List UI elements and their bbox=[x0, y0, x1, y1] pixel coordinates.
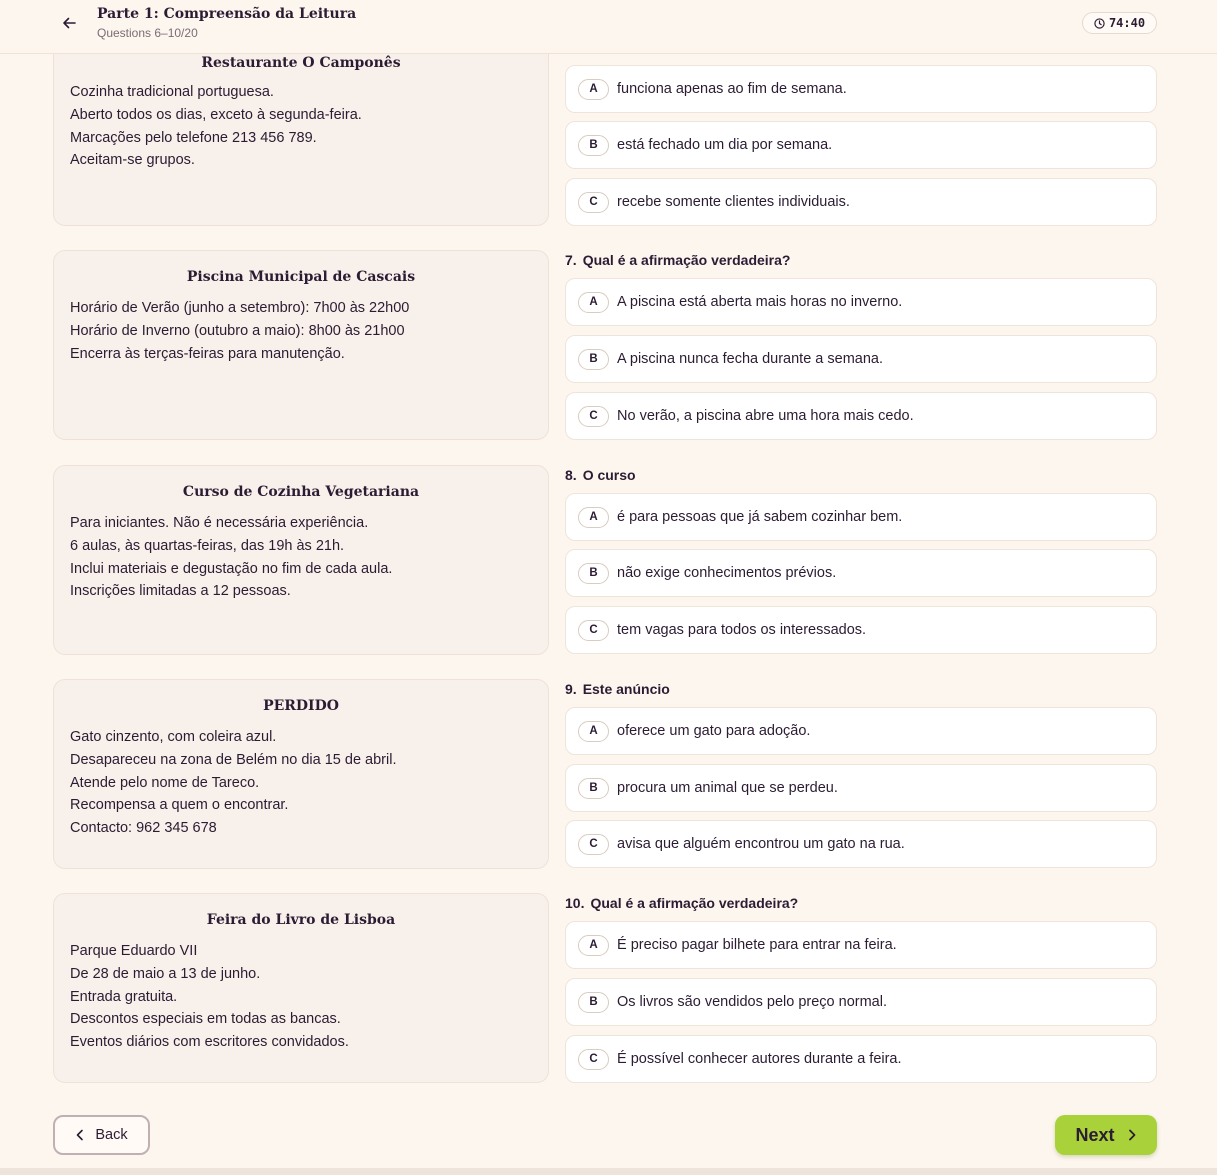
passage-line: Cozinha tradicional portuguesa. bbox=[70, 84, 274, 100]
question-heading-7 bbox=[565, 252, 790, 268]
question-text: Este anúncio bbox=[582, 681, 670, 697]
option-text: recebe somente clientes individuais. bbox=[617, 194, 850, 210]
question-heading-9 bbox=[565, 681, 670, 697]
option-letter: B bbox=[578, 135, 609, 156]
passage-title: Restaurante O Camponês bbox=[201, 55, 401, 71]
question-range: Questions 6–10/20 bbox=[97, 26, 198, 40]
passage-card-course bbox=[53, 465, 549, 655]
option-text: é para pessoas que já sabem cozinhar bem. bbox=[617, 509, 903, 525]
chevron-right-icon bbox=[1127, 1129, 1137, 1141]
bottom-edge bbox=[0, 1168, 1217, 1175]
option-letter: A bbox=[578, 721, 609, 742]
passage-line: Horário de Verão (junho a setembro): 7h00 às 22h00 bbox=[70, 300, 410, 316]
question-number: 10. bbox=[565, 895, 585, 911]
option-q10-c[interactable] bbox=[565, 1035, 1157, 1083]
passage-line: Descontos especiais em todas as bancas. bbox=[70, 1011, 341, 1028]
back-button[interactable] bbox=[53, 1115, 150, 1155]
question-number: 7. bbox=[565, 252, 577, 268]
chevron-left-icon bbox=[75, 1129, 85, 1141]
option-q10-b[interactable] bbox=[565, 978, 1157, 1026]
option-letter: B bbox=[578, 563, 609, 584]
passage-line: Inclui materiais e degustação no fim de cada aula. bbox=[70, 560, 393, 577]
passage-line: Desapareceu na zona de Belém no dia 15 de abril. bbox=[70, 751, 397, 768]
option-text: A piscina nunca fecha durante a semana. bbox=[617, 351, 884, 367]
question-heading-8 bbox=[565, 467, 636, 483]
passage-line: Entrada gratuita. bbox=[70, 988, 178, 1005]
option-letter: A bbox=[578, 507, 609, 528]
clock-icon bbox=[1094, 18, 1105, 29]
option-letter: A bbox=[578, 935, 609, 956]
option-text: funciona apenas ao fim de semana. bbox=[617, 81, 847, 97]
option-q7-b[interactable] bbox=[565, 335, 1157, 383]
passage-line: De 28 de maio a 13 de junho. bbox=[70, 965, 261, 982]
option-letter: C bbox=[578, 834, 609, 855]
next-button-label: Next bbox=[1075, 1124, 1115, 1145]
option-text: oferece um gato para adoção. bbox=[617, 723, 811, 739]
passage-line: Inscrições limitadas a 12 pessoas. bbox=[70, 583, 291, 600]
passage-card-restaurant bbox=[53, 40, 549, 226]
arrow-left-icon[interactable] bbox=[58, 12, 80, 34]
top-bar bbox=[0, 0, 1217, 54]
option-q9-b[interactable] bbox=[565, 764, 1157, 812]
passage-line: Aberto todos os dias, exceto à segunda-feira. bbox=[70, 106, 362, 123]
option-text: tem vagas para todos os interessados. bbox=[617, 622, 867, 638]
passage-line: Contacto: 962 345 678 bbox=[70, 820, 217, 837]
passage-line: Aceitam-se grupos. bbox=[70, 152, 195, 169]
option-letter: A bbox=[578, 292, 609, 313]
option-q7-a[interactable] bbox=[565, 278, 1157, 326]
option-q7-c[interactable] bbox=[565, 392, 1157, 440]
passage-line: Marcações pelo telefone 213 456 789. bbox=[70, 129, 317, 146]
passage-line: Parque Eduardo VII bbox=[70, 943, 198, 959]
option-letter: A bbox=[578, 79, 609, 100]
question-text: Qual é a afirmação verdadeira? bbox=[582, 252, 791, 268]
question-number: 9. bbox=[565, 681, 577, 697]
option-text: está fechado um dia por semana. bbox=[617, 137, 833, 153]
passage-line: Horário de Inverno (outubro a maio): 8h00 às 21h00 bbox=[70, 322, 405, 339]
option-text: procura um animal que se perdeu. bbox=[617, 780, 838, 796]
option-text: Os livros são vendidos pelo preço normal. bbox=[617, 994, 887, 1010]
question-text: Qual é a afirmação verdadeira? bbox=[590, 895, 799, 911]
option-letter: C bbox=[578, 620, 609, 641]
option-q8-c[interactable] bbox=[565, 606, 1157, 654]
passage-line: Atende pelo nome de Tareco. bbox=[70, 774, 260, 791]
passage-card-pool bbox=[53, 250, 549, 440]
option-q9-c[interactable] bbox=[565, 820, 1157, 868]
question-heading-10 bbox=[565, 895, 798, 911]
option-q8-a[interactable] bbox=[565, 493, 1157, 541]
passage-card-lost bbox=[53, 679, 549, 869]
passage-line: Encerra às terças-feiras para manutenção. bbox=[70, 345, 345, 362]
passage-line: Gato cinzento, com coleira azul. bbox=[70, 729, 277, 745]
passage-line: 6 aulas, às quartas-feiras, das 19h às 21h. bbox=[70, 537, 345, 554]
section-title: Parte 1: Compreensão da Leitura bbox=[97, 6, 357, 22]
option-letter: C bbox=[578, 406, 609, 427]
timer-badge bbox=[1082, 12, 1157, 34]
option-letter: B bbox=[578, 992, 609, 1013]
option-letter: C bbox=[578, 1049, 609, 1070]
option-text: É possível conhecer autores durante a feira. bbox=[617, 1051, 902, 1067]
option-text: No verão, a piscina abre uma hora mais cedo. bbox=[617, 408, 914, 424]
option-q10-a[interactable] bbox=[565, 921, 1157, 969]
passage-card-book-fair bbox=[53, 893, 549, 1083]
option-q9-a[interactable] bbox=[565, 707, 1157, 755]
passage-line: Eventos diários com escritores convidados. bbox=[70, 1034, 349, 1051]
passage-line: Para iniciantes. Não é necessária experiência. bbox=[70, 515, 369, 531]
option-text: É preciso pagar bilhete para entrar na feira. bbox=[617, 937, 897, 953]
passage-title: Feira do Livro de Lisboa bbox=[206, 912, 396, 928]
option-letter: C bbox=[578, 192, 609, 213]
passage-title: Piscina Municipal de Cascais bbox=[186, 269, 416, 285]
option-letter: B bbox=[578, 778, 609, 799]
back-button-label: Back bbox=[95, 1127, 128, 1143]
passage-line: Recompensa a quem o encontrar. bbox=[70, 797, 289, 814]
question-number: 8. bbox=[565, 467, 577, 483]
passage-title: Curso de Cozinha Vegetariana bbox=[182, 484, 420, 500]
option-text: avisa que alguém encontrou um gato na rua. bbox=[617, 836, 905, 852]
option-text: não exige conhecimentos prévios. bbox=[617, 565, 837, 581]
next-button[interactable] bbox=[1055, 1115, 1157, 1155]
option-q6-a[interactable] bbox=[565, 65, 1157, 113]
passage-title: PERDIDO bbox=[263, 698, 339, 714]
option-q8-b[interactable] bbox=[565, 549, 1157, 597]
timer-value: 74:40 bbox=[1108, 16, 1146, 30]
option-q6-b[interactable] bbox=[565, 121, 1157, 169]
question-text: O curso bbox=[582, 467, 636, 483]
option-q6-c[interactable] bbox=[565, 178, 1157, 226]
option-text: A piscina está aberta mais horas no inverno. bbox=[617, 294, 903, 310]
option-letter: B bbox=[578, 349, 609, 370]
